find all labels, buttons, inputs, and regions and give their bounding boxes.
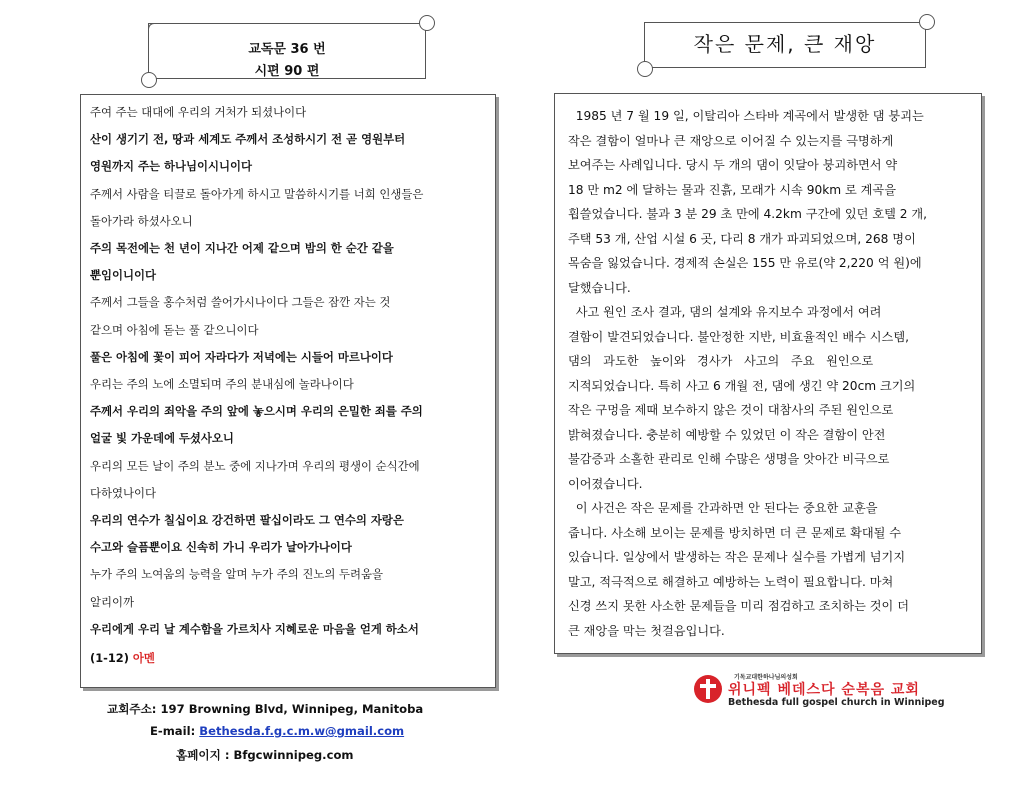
psalm-line: 알리이까 [90, 594, 135, 609]
psalm-line: 얼굴 빛 가운데에 두셨사오니 [90, 431, 234, 446]
essay-line: 휩쓸었습니다. 불과 3 분 29 초 만에 4.2km 구간에 있던 호텔 2 개, [568, 207, 928, 221]
essay-line: 있습니다. 일상에서 발생하는 작은 문제나 실수를 가볍게 넘기지 [568, 550, 906, 564]
church-homepage: 홈페이지 : Bfgcwinnipeg.com [176, 748, 354, 762]
psalm-line: 영원까지 주는 하나님이시니이다 [90, 159, 252, 174]
essay-line: 댐의 과도한 높이와 경사가 사고의 주요 원인으로 [568, 354, 874, 368]
church-email [150, 724, 404, 738]
essay-line: 달했습니다. [568, 280, 631, 295]
psalm-line: 우리는 주의 노에 소멸되며 주의 분내심에 놀라나이다 [90, 377, 354, 391]
essay-line: 밝혀졌습니다. 충분히 예방할 수 있었던 이 작은 결함이 안전 [568, 427, 886, 442]
essay-line: 주택 53 개, 산업 시설 6 곳, 다리 8 개가 파괴되었으며, 268 명이 [568, 231, 916, 246]
verse-range: (1-12) [90, 651, 129, 665]
essay-line: 작은 구멍을 제때 보수하지 않은 것이 대참사의 주된 원인으로 [568, 403, 894, 417]
essay-line: 목숨을 잃었습니다. 경제적 손실은 155 만 유로(약 2,220 억 원)에 [568, 256, 922, 270]
psalm-chapter: 시편 90 편 [254, 64, 320, 79]
scroll-curl-icon [637, 61, 653, 77]
essay-title-banner [634, 14, 936, 76]
psalm-line: 뿐임이니이다 [90, 268, 157, 283]
essay-line: 보여주는 사례입니다. 당시 두 개의 댐이 잇달아 붕괴하면서 약 [568, 158, 898, 172]
psalm-line: 같으며 아침에 돋는 풀 같으니이다 [90, 322, 259, 337]
essay-line: 지적되었습니다. 특히 사고 6 개월 전, 댐에 생긴 약 20cm 크기의 [568, 378, 916, 393]
essay-line: 18 만 m2 에 달하는 물과 진흙, 모래가 시속 90km 로 계곡을 [568, 182, 896, 197]
psalm-line: 풀은 아침에 꽃이 피어 자라다가 저녁에는 시들어 마르나이다 [90, 349, 393, 364]
essay-line: 말고, 적극적으로 해결하고 예방하는 노력이 필요합니다. 마쳐 [568, 574, 894, 589]
psalm-line: 다하였나이다 [90, 485, 157, 500]
essay-title: 작은 문제, 큰 재앙 [693, 32, 877, 56]
essay-line: 큰 재앙을 막는 첫걸음입니다. [568, 623, 725, 638]
essay-line: 1985 년 7 월 19 일, 이탈리아 스타바 계곡에서 발생한 댐 붕괴는 [568, 109, 924, 123]
essay-line: 이 사건은 작은 문제를 간과하면 안 된다는 중요한 교훈을 [568, 501, 878, 515]
psalm-last-line [90, 650, 490, 666]
psalm-line: 주여 주는 대대에 우리의 거처가 되셨나이다 [90, 105, 307, 119]
email-link[interactable]: Bethesda.f.g.c.m.w@gmail.com [199, 724, 405, 738]
denomination-name: 기독교대한하나님의성회 [734, 674, 798, 681]
church-logo [694, 672, 974, 708]
essay-line: 신경 쓰지 못한 사소한 문제들을 미리 점검하고 조치하는 것이 더 [568, 599, 909, 613]
psalm-line: 주께서 우리의 죄악을 주의 앞에 놓으시며 우리의 은밀한 죄를 주의 [90, 404, 423, 419]
psalm-line: 우리의 모든 날이 주의 분노 중에 지나가며 우리의 평생이 순식간에 [90, 458, 420, 473]
scroll-curl-icon [419, 15, 435, 31]
psalm-line: 주께서 그들을 홍수처럼 쓸어가시나이다 그들은 잠깐 자는 것 [90, 295, 391, 310]
essay-line: 줍니다. 사소해 보이는 문제를 방치하면 더 큰 문제로 확대될 수 [568, 525, 902, 540]
amen-text: 아멘 [132, 651, 155, 665]
essay-line: 불감증과 소홀한 관리로 인해 수많은 생명을 앗아간 비극으로 [568, 452, 890, 466]
responsive-reading-number: 교독문 36 번 [248, 42, 326, 57]
psalm-line: 우리의 연수가 칠십이요 강건하면 팔십이라도 그 연수의 자랑은 [90, 513, 404, 527]
church-english-name: Bethesda full gospel church in Winnipeg [728, 697, 945, 708]
essay-text-box [554, 93, 982, 654]
psalm-title-banner [138, 15, 436, 87]
psalm-line: 누가 주의 노여움의 능력을 알며 누가 주의 진노의 두려움을 [90, 567, 384, 582]
psalm-line: 돌아가라 하셨사오니 [90, 213, 193, 228]
essay-line: 작은 결함이 얼마나 큰 재앙으로 이어질 수 있는지를 극명하게 [568, 133, 894, 148]
psalm-line: 주께서 사람을 티끌로 돌아가게 하시고 말씀하시기를 너희 인생들은 [90, 186, 424, 201]
psalm-line: 산이 생기기 전, 땅과 세계도 주께서 조성하시기 전 곧 영원부터 [90, 132, 406, 147]
church-address: 교회주소: 197 Browning Blvd, Winnipeg, Manitoba [107, 702, 424, 716]
cross-emblem-icon [694, 675, 722, 703]
essay-line: 사고 원인 조사 결과, 댐의 설계와 유지보수 과정에서 여려 [568, 305, 882, 319]
essay-line: 결함이 발견되었습니다. 불안정한 지반, 비효율적인 배수 시스템, [568, 329, 909, 344]
essay-line: 이어졌습니다. [568, 476, 643, 491]
psalm-line: 주의 목전에는 천 년이 지나간 어제 같으며 밤의 한 순간 같을 [90, 241, 394, 255]
church-korean-name: 위니펙 베데스다 순복음 교회 [728, 682, 920, 698]
psalm-line: 우리에게 우리 날 계수함을 가르치사 지혜로운 마음을 얻게 하소서 [90, 621, 419, 636]
psalm-line: 수고와 슬픔뿐이요 신속히 가니 우리가 날아가나이다 [90, 540, 352, 555]
email-label: E-mail: [150, 724, 200, 738]
